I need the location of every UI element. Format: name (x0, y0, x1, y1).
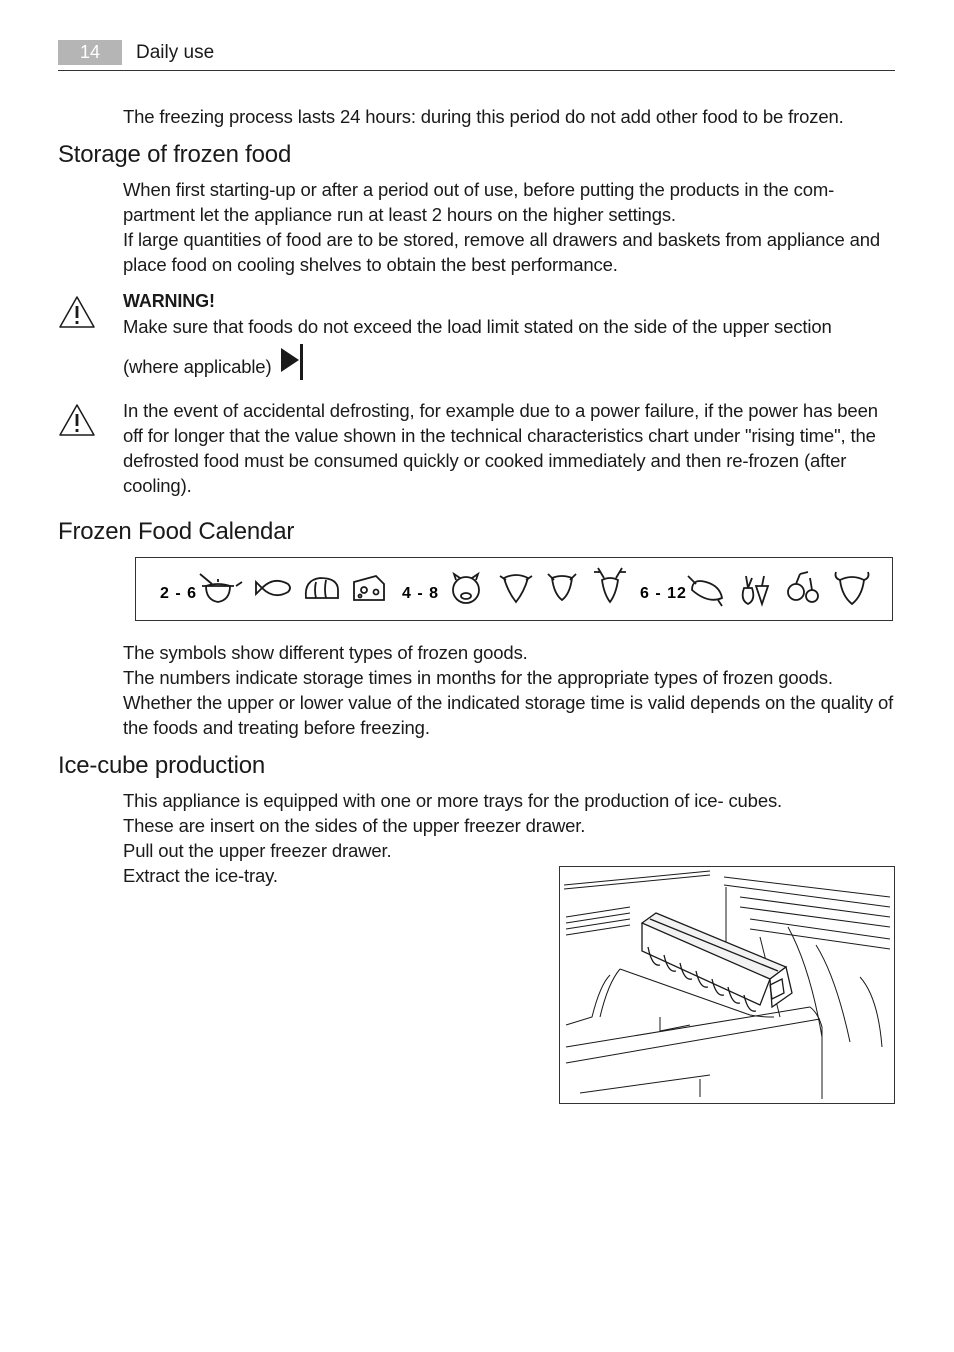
header-divider (58, 70, 895, 71)
warning-suffix: (where applicable) (123, 356, 272, 377)
ice-line: Extract the ice-tray. (123, 865, 278, 886)
section-title: Daily use (136, 42, 215, 63)
soup-pot-icon (200, 574, 242, 602)
storage-heading: Storage of frozen food (58, 141, 292, 168)
storage-text (123, 177, 895, 277)
warning-block (123, 289, 895, 339)
sheep-icon (500, 575, 532, 602)
ice-heading: Ice-cube production (58, 752, 265, 779)
caution-text: In the event of accidental defrosting, for example due to a power failure, if the power has been off for longer that the value shown in the technical characteristics chart under "rising time", the defrosted food must be consumed quickly or cooked immediately and then re-frozen (after cooling). (123, 400, 878, 496)
bread-icon (306, 578, 338, 598)
caution-triangle-icon (58, 403, 96, 437)
calendar-paragraph: The symbols show different types of frozen goods. (123, 642, 528, 663)
calendar-text (123, 640, 895, 740)
cow-icon (836, 572, 869, 604)
range-label-4-8: 4 - 8 (402, 585, 440, 602)
fruit-icon (788, 572, 818, 602)
calendar-heading: Frozen Food Calendar (58, 518, 295, 545)
warning-title: WARNING! (123, 291, 215, 311)
storage-paragraph: When first starting-up or after a period out of use, before putting the products in the com-partment let the appliance run at least 2 hours on the higher settings. (123, 179, 835, 225)
fish-icon (256, 581, 290, 595)
intro-paragraph: The freezing process lasts 24 hours: during this period do not add other food to be frozen. (123, 106, 844, 127)
cheese-icon (354, 576, 384, 600)
calf-icon (548, 574, 576, 600)
ice-tray-illustration (559, 866, 895, 1104)
calendar-paragraph: Whether the upper or lower value of the indicated storage time is valid depends on the quality of the foods and treating before freezing. (123, 692, 894, 738)
warning-triangle-icon (58, 295, 96, 329)
deer-icon (594, 568, 626, 602)
vegetables-icon (743, 576, 768, 604)
ice-tray-icon (642, 913, 792, 1011)
ice-line: This appliance is equipped with one or more trays for the production of ice- cubes. (123, 790, 783, 811)
poultry-icon (688, 576, 722, 606)
page-number: 14 (58, 40, 122, 65)
load-limit-icon (279, 342, 305, 382)
warning-text: Make sure that foods do not exceed the load limit stated on the side of the upper section (123, 316, 832, 337)
freezer-drawer-drawing (560, 867, 894, 1103)
pig-icon (453, 574, 479, 603)
range-label-2-6: 2 - 6 (160, 585, 198, 602)
range-label-6-12: 6 - 12 (640, 585, 687, 602)
calendar-paragraph: The numbers indicate storage times in months for the appropriate types of frozen goods. (123, 667, 833, 688)
ice-line: Pull out the upper freezer drawer. (123, 840, 392, 861)
storage-paragraph: If large quantities of food are to be stored, remove all drawers and baskets from appliance and place food on cooling shelves to obtain the best performance. (123, 229, 881, 275)
food-calendar (135, 557, 893, 621)
ice-line: These are insert on the sides of the upper freezer drawer. (123, 815, 586, 836)
